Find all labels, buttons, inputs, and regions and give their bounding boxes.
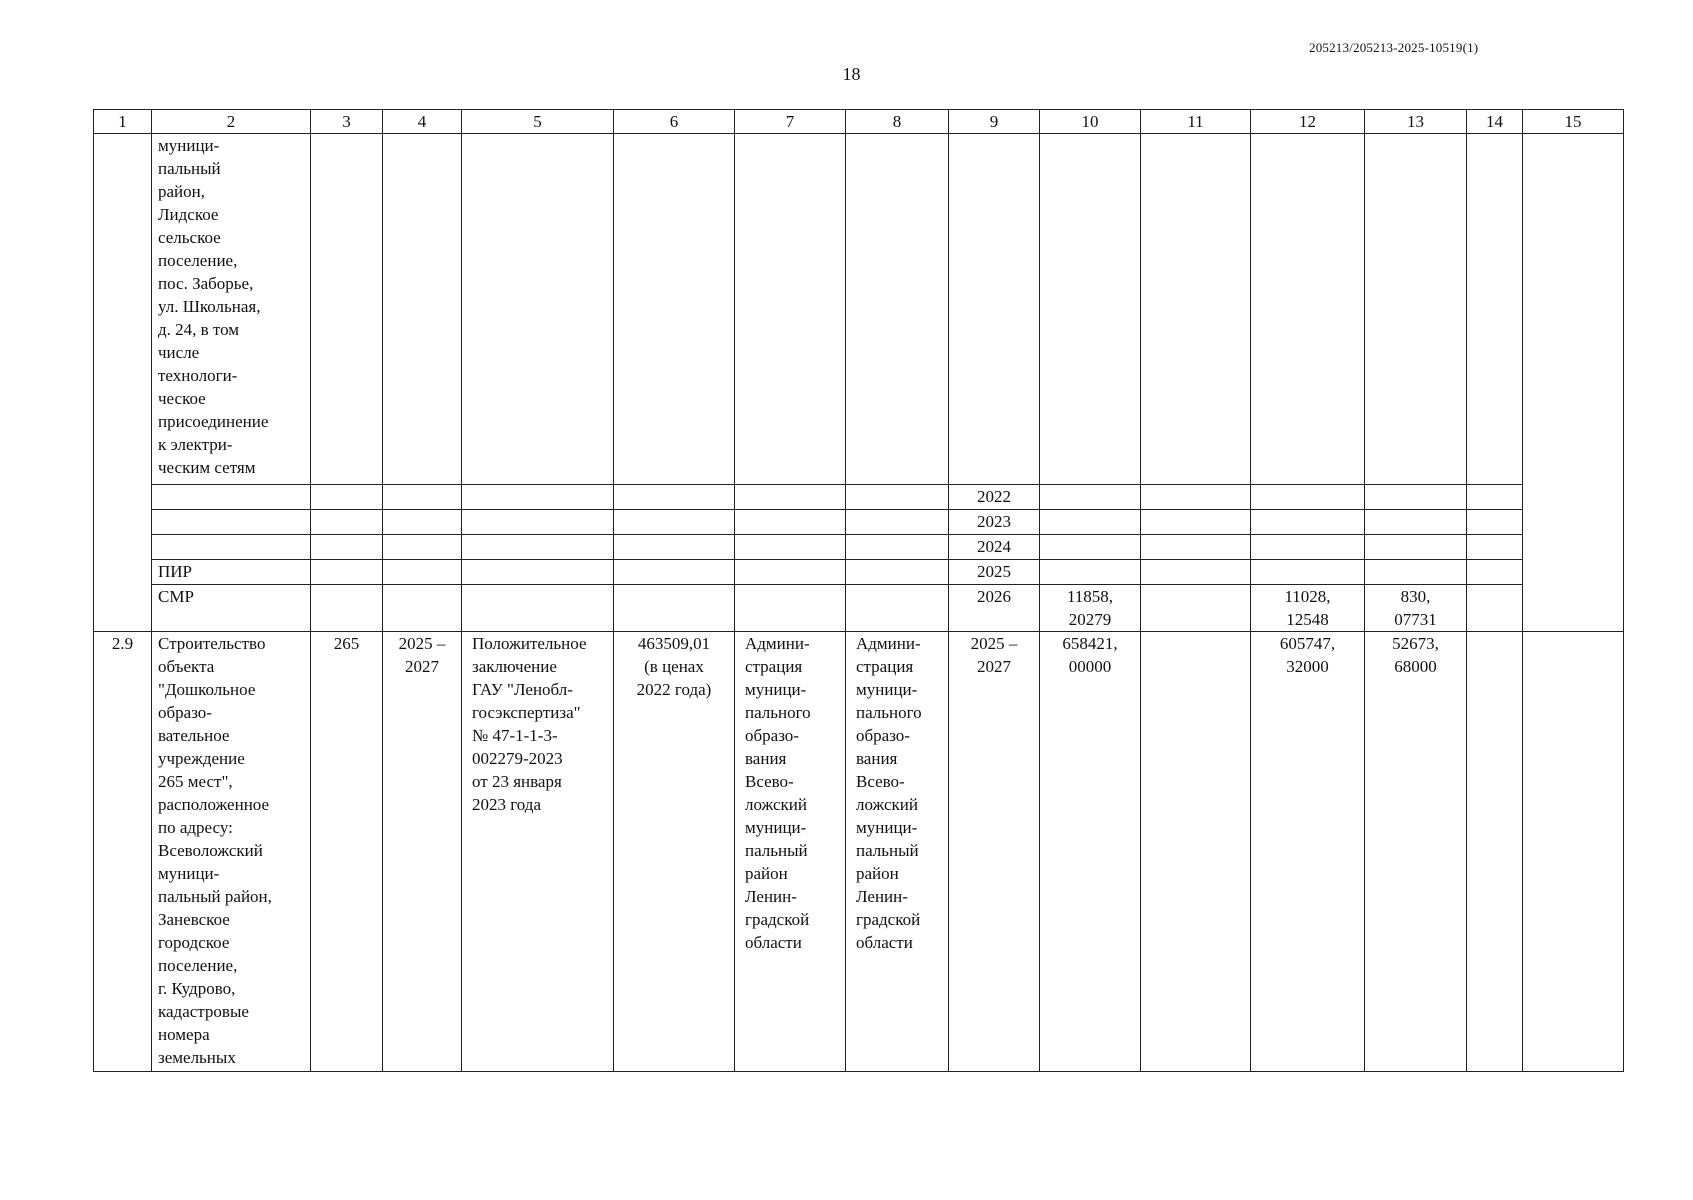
header-cell: 11 [1141, 110, 1251, 134]
customer-cell: Админи- страция муници- пального образо- вания Всево- ложский муници- пальный район Ленин- градской области [735, 632, 846, 1072]
object-description: муници- пальный район, Лидское сельское поселение, пос. Заборье, ул. Школьная, д. 24, в том числе технологи- ческое присоединение к электри- ческим сетям [152, 134, 311, 485]
header-cell: 9 [949, 110, 1040, 134]
expertise-cell: Положительное заключение ГАУ "Ленобл- госэкспертиза" № 47-1-1-3- 002279-2023 от 23 января 2023 года [462, 632, 614, 1072]
total-cell [1040, 560, 1141, 585]
stage-label [152, 485, 311, 510]
federal-cell: 11028, 12548 [1251, 585, 1365, 632]
data-table [93, 109, 1624, 1072]
year-cell: 2023 [949, 510, 1040, 535]
header-cell: 5 [462, 110, 614, 134]
year-row [94, 560, 1624, 585]
year-cell: 2026 [949, 585, 1040, 632]
years-cell: 2025 – 2027 [949, 632, 1040, 1072]
header-cell: 4 [383, 110, 462, 134]
column-15-cell [1523, 134, 1624, 632]
developer-cell: Админи- страция муници- пального образо- вания Всево- ложский муници- пальный район Ленин- градской области [846, 632, 949, 1072]
stage-label: СМР [152, 585, 311, 632]
header-cell: 10 [1040, 110, 1141, 134]
regional-cell: 52673, 68000 [1365, 632, 1467, 1072]
total-cell [1040, 485, 1141, 510]
document-id: 205213/205213-2025-10519(1) [1309, 40, 1479, 55]
header-cell: 7 [735, 110, 846, 134]
header-cell: 1 [94, 110, 152, 134]
total-cell: 658421, 00000 [1040, 632, 1141, 1072]
year-cell: 2024 [949, 535, 1040, 560]
header-cell: 15 [1523, 110, 1624, 134]
object-description: Строительство объекта "Дошкольное образо- вательное учреждение 265 мест", расположенное по адресу: Всеволожский муници- пальный район, Заневское городское поселение, г. Кудрово, кадастровые номера земельных [152, 632, 311, 1072]
table-row [94, 632, 1624, 1072]
stage-label [152, 535, 311, 560]
header-cell: 13 [1365, 110, 1467, 134]
total-cell [1040, 535, 1141, 560]
page-number: 18 [842, 64, 861, 84]
stage-label: ПИР [152, 560, 311, 585]
capacity-cell: 265 [311, 632, 383, 1072]
stage-label [152, 510, 311, 535]
header-cell: 8 [846, 110, 949, 134]
year-row [94, 585, 1624, 632]
header-cell: 6 [614, 110, 735, 134]
header-cell: 12 [1251, 110, 1365, 134]
column-number-row [94, 110, 1624, 134]
total-cell: 11858, 20279 [1040, 585, 1141, 632]
year-row [94, 535, 1624, 560]
continuation-row [94, 134, 1624, 485]
header-cell: 14 [1467, 110, 1523, 134]
header-cell: 2 [152, 110, 311, 134]
year-row [94, 485, 1624, 510]
regional-cell: 830, 07731 [1365, 585, 1467, 632]
period-cell: 2025 – 2027 [383, 632, 462, 1072]
row-number: 2.9 [94, 632, 152, 1072]
row-number-cell [94, 134, 152, 632]
cost-cell: 463509,01 (в ценах 2022 года) [614, 632, 735, 1072]
year-row [94, 510, 1624, 535]
year-cell: 2022 [949, 485, 1040, 510]
total-cell [1040, 510, 1141, 535]
federal-cell: 605747, 32000 [1251, 632, 1365, 1072]
year-cell: 2025 [949, 560, 1040, 585]
header-cell: 3 [311, 110, 383, 134]
